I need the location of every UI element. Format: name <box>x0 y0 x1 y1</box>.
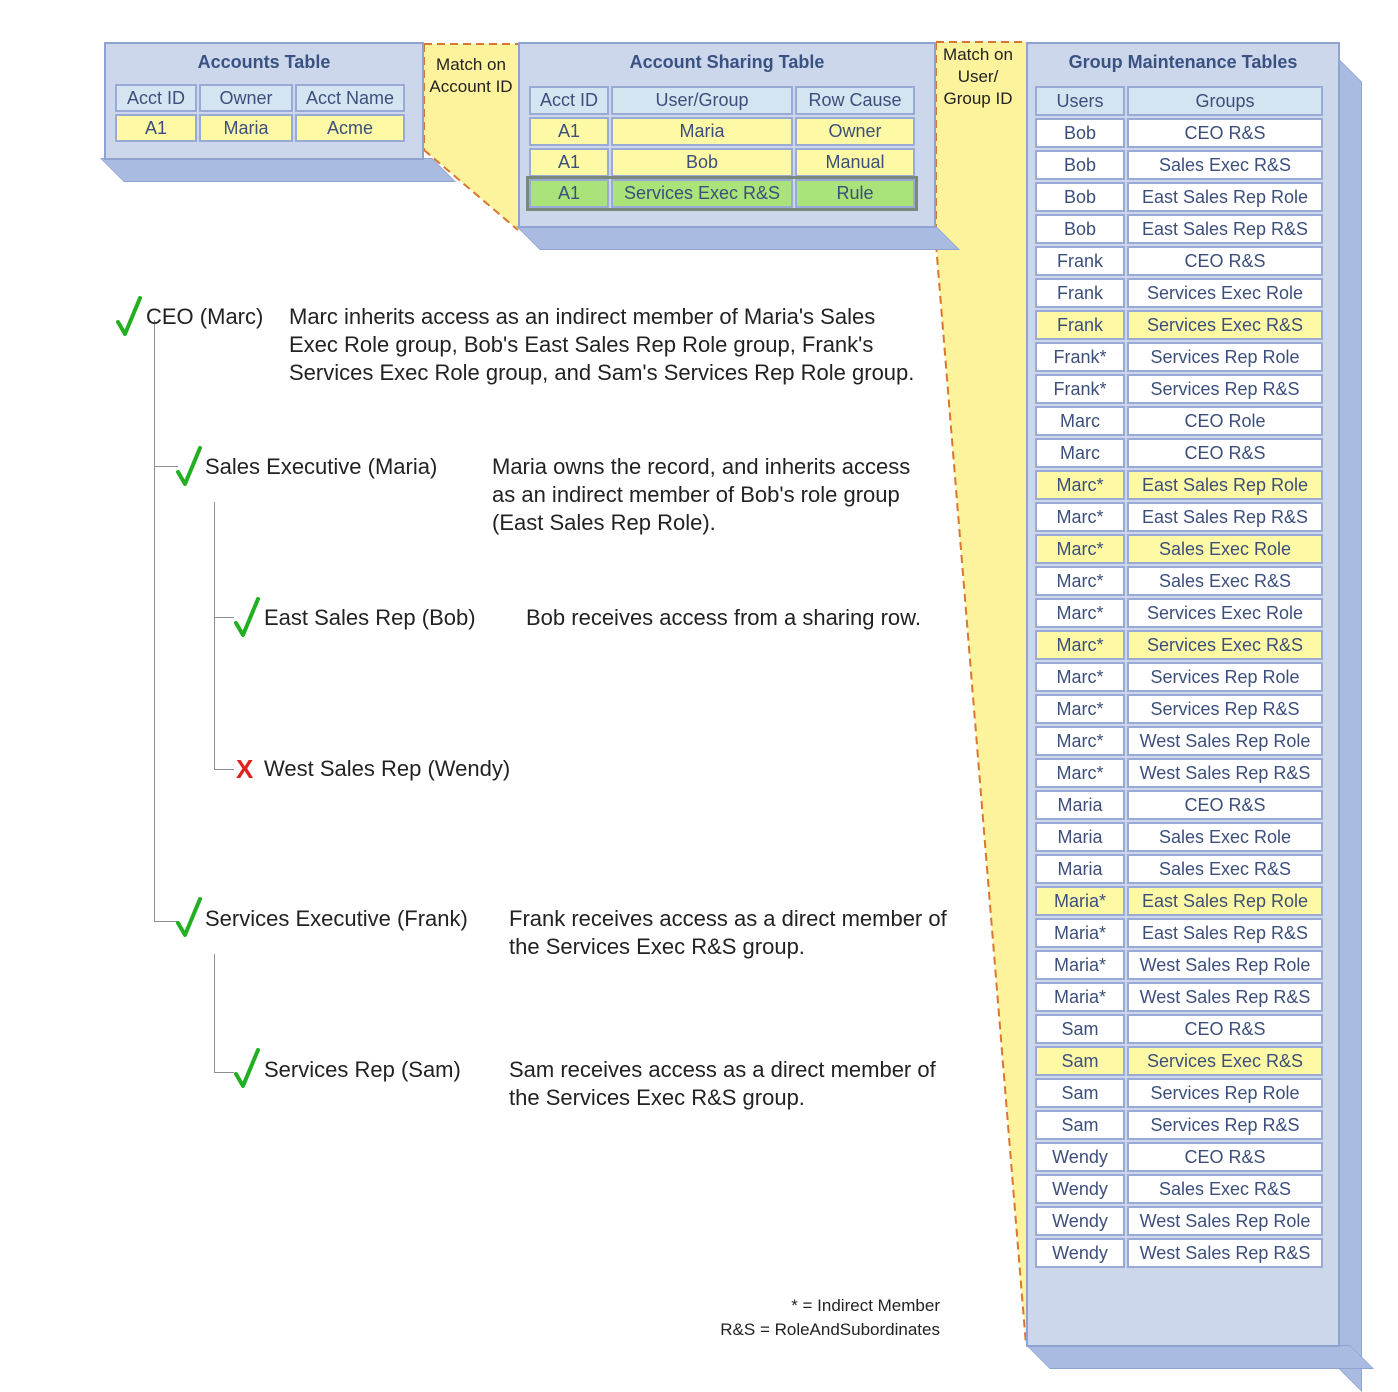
group-cell: Marc* <box>1035 726 1125 756</box>
group-row <box>1035 150 1323 180</box>
group-row <box>1035 118 1323 148</box>
sharing-row <box>529 179 915 208</box>
group-cell: Marc* <box>1035 534 1125 564</box>
group-cell: Frank* <box>1035 374 1125 404</box>
group-cell: Marc* <box>1035 630 1125 660</box>
group-cell: Frank* <box>1035 342 1125 372</box>
group-cell: CEO R&S <box>1127 790 1323 820</box>
group-match-zone <box>936 42 1026 1345</box>
group-cell: Services Rep Role <box>1127 662 1323 692</box>
tree-desc-sales-exec: Maria owns the record, and inherits access as an indirect member of Bob's role group (East Sales Rep Role). <box>492 454 911 535</box>
tree-branch-sales <box>154 466 178 467</box>
sharing-cell: Services Exec R&S <box>611 179 793 208</box>
group-row <box>1035 1174 1323 1204</box>
accounts-header-2: Acct Name <box>295 84 405 112</box>
group-row <box>1035 886 1323 916</box>
tree-desc-east-rep: Bob receives access from a sharing row. <box>526 605 921 630</box>
group-cell: Frank <box>1035 310 1125 340</box>
group-cell: Services Exec R&S <box>1127 1046 1323 1076</box>
sharing-cell: Owner <box>795 117 915 146</box>
group-row <box>1035 438 1323 468</box>
legend-rs: R&S = RoleAndSubordinates <box>720 1320 940 1339</box>
group-cell: Marc* <box>1035 598 1125 628</box>
group-row <box>1035 278 1323 308</box>
group-cell: Marc* <box>1035 758 1125 788</box>
group-cell: Services Rep R&S <box>1127 1110 1323 1140</box>
sharing-cell: Manual <box>795 148 915 177</box>
group-cell: Maria* <box>1035 918 1125 948</box>
group-cell: Maria* <box>1035 886 1125 916</box>
group-panel-side-shadow <box>1338 58 1362 1392</box>
group-row <box>1035 982 1323 1012</box>
group-row <box>1035 502 1323 532</box>
group-cell: Wendy <box>1035 1174 1125 1204</box>
group-cell: Services Exec Role <box>1127 278 1323 308</box>
group-row <box>1035 822 1323 852</box>
group-row <box>1035 310 1323 340</box>
group-cell: Maria* <box>1035 950 1125 980</box>
accounts-header-1: Owner <box>199 84 293 112</box>
check-icon <box>234 1048 260 1088</box>
sharing-header-2: Row Cause <box>795 86 915 115</box>
group-row <box>1035 214 1323 244</box>
group-table-panel <box>1026 42 1340 1347</box>
sharing-cell: A1 <box>529 117 609 146</box>
group-row <box>1035 1206 1323 1236</box>
group-cell: CEO R&S <box>1127 118 1323 148</box>
group-cell: Wendy <box>1035 1142 1125 1172</box>
check-icon <box>116 296 142 336</box>
group-cell: East Sales Rep Role <box>1127 182 1323 212</box>
sharing-cell: A1 <box>529 148 609 177</box>
group-row <box>1035 790 1323 820</box>
group-row <box>1035 950 1323 980</box>
accounts-cell: A1 <box>115 114 197 142</box>
group-row <box>1035 854 1323 884</box>
accounts-cell: Maria <box>199 114 293 142</box>
group-cell: CEO R&S <box>1127 438 1323 468</box>
group-row <box>1035 1014 1323 1044</box>
group-cell: Services Exec Role <box>1127 598 1323 628</box>
group-cell: East Sales Rep Role <box>1127 886 1323 916</box>
group-cell: Sam <box>1035 1046 1125 1076</box>
group-cell: Marc* <box>1035 470 1125 500</box>
group-row <box>1035 470 1323 500</box>
group-cell: Maria <box>1035 790 1125 820</box>
accounts-row <box>115 114 405 142</box>
group-cell: Sales Exec R&S <box>1127 566 1323 596</box>
group-row <box>1035 598 1323 628</box>
group-cell: Bob <box>1035 214 1125 244</box>
tree-branch-sam <box>214 1072 234 1073</box>
group-row <box>1035 694 1323 724</box>
tree-node-services-exec: Services Executive (Frank) <box>205 906 468 931</box>
group-cell: West Sales Rep R&S <box>1127 758 1323 788</box>
group-row <box>1035 758 1323 788</box>
check-icon <box>176 897 202 937</box>
group-cell: Marc* <box>1035 694 1125 724</box>
check-icon <box>234 597 260 637</box>
group-cell: Marc <box>1035 406 1125 436</box>
group-cell: Sales Exec Role <box>1127 822 1323 852</box>
group-header-1: Groups <box>1127 86 1323 116</box>
group-panel-shadow <box>1026 1345 1374 1369</box>
sharing-table <box>527 84 917 210</box>
accounts-table-panel <box>104 42 424 160</box>
group-cell: Maria* <box>1035 982 1125 1012</box>
tree-branch-east <box>214 617 234 618</box>
group-row <box>1035 246 1323 276</box>
group-row <box>1035 662 1323 692</box>
group-cell: West Sales Rep Role <box>1127 726 1323 756</box>
group-cell: Wendy <box>1035 1206 1125 1236</box>
sharing-table-title: Account Sharing Table <box>629 52 825 72</box>
group-cell: CEO R&S <box>1127 1014 1323 1044</box>
sharing-header-0: Acct ID <box>529 86 609 115</box>
group-cell: West Sales Rep R&S <box>1127 982 1323 1012</box>
group-cell: Services Rep Role <box>1127 342 1323 372</box>
sharing-table-panel <box>518 42 936 228</box>
group-row <box>1035 182 1323 212</box>
group-cell: Marc* <box>1035 662 1125 692</box>
sharing-row <box>529 148 915 177</box>
tree-desc-services-rep: Sam receives access as a direct member of the Services Exec R&S group. <box>509 1057 936 1110</box>
group-row <box>1035 534 1323 564</box>
match-account-label: Match on Account ID <box>429 55 513 96</box>
group-cell: West Sales Rep R&S <box>1127 1238 1323 1268</box>
group-row <box>1035 566 1323 596</box>
group-cell: Services Exec R&S <box>1127 630 1323 660</box>
group-cell: Frank <box>1035 278 1125 308</box>
tree-node-ceo: CEO (Marc) <box>146 304 264 329</box>
group-cell: Bob <box>1035 118 1125 148</box>
group-cell: CEO Role <box>1127 406 1323 436</box>
group-cell: Frank <box>1035 246 1125 276</box>
sharing-header-1: User/Group <box>611 86 793 115</box>
tree-node-sales-exec: Sales Executive (Maria) <box>205 454 438 479</box>
group-cell: East Sales Rep R&S <box>1127 502 1323 532</box>
check-icon <box>176 446 202 486</box>
accounts-panel-shadow <box>100 158 456 182</box>
sharing-cell: Bob <box>611 148 793 177</box>
accounts-header-0: Acct ID <box>115 84 197 112</box>
group-cell: Wendy <box>1035 1238 1125 1268</box>
group-row <box>1035 1238 1323 1268</box>
match-group-label: Match on User/ Group ID <box>943 45 1013 108</box>
group-table <box>1033 84 1325 1270</box>
group-cell: Sales Exec R&S <box>1127 1174 1323 1204</box>
group-cell: Marc* <box>1035 566 1125 596</box>
group-cell: East Sales Rep Role <box>1127 470 1323 500</box>
group-cell: West Sales Rep Role <box>1127 1206 1323 1236</box>
group-cell: Services Rep R&S <box>1127 694 1323 724</box>
group-cell: Sam <box>1035 1078 1125 1108</box>
group-cell: Bob <box>1035 182 1125 212</box>
group-cell: East Sales Rep R&S <box>1127 918 1323 948</box>
group-row <box>1035 1046 1323 1076</box>
group-cell: Maria <box>1035 854 1125 884</box>
legend-indirect: * = Indirect Member <box>791 1296 940 1315</box>
group-header-0: Users <box>1035 86 1125 116</box>
tree-branch-west <box>214 769 234 770</box>
sharing-cell: Maria <box>611 117 793 146</box>
group-cell: Services Exec R&S <box>1127 310 1323 340</box>
group-cell: CEO R&S <box>1127 246 1323 276</box>
group-cell: Sam <box>1035 1110 1125 1140</box>
tree-line-ceo <box>154 320 155 922</box>
group-cell: Maria <box>1035 822 1125 852</box>
tree-line-services <box>214 954 215 1073</box>
sharing-cell: A1 <box>529 179 609 208</box>
group-cell: East Sales Rep R&S <box>1127 214 1323 244</box>
group-cell: Sales Exec R&S <box>1127 854 1323 884</box>
tree-branch-services <box>154 921 178 922</box>
accounts-table <box>113 82 407 144</box>
legend <box>640 1294 940 1342</box>
tree-node-services-rep: Services Rep (Sam) <box>264 1057 461 1082</box>
sharing-cell: Rule <box>795 179 915 208</box>
sharing-panel-shadow <box>516 226 960 250</box>
group-cell: West Sales Rep Role <box>1127 950 1323 980</box>
group-table-title: Group Maintenance Tables <box>1068 52 1298 72</box>
group-cell: Sales Exec R&S <box>1127 150 1323 180</box>
sharing-row <box>529 117 915 146</box>
accounts-cell: Acme <box>295 114 405 142</box>
group-cell: CEO R&S <box>1127 1142 1323 1172</box>
tree-desc-services-exec: Frank receives access as a direct member of the Services Exec R&S group. <box>509 906 947 959</box>
group-row <box>1035 342 1323 372</box>
group-row <box>1035 374 1323 404</box>
group-row <box>1035 1110 1323 1140</box>
tree-node-east-rep: East Sales Rep (Bob) <box>264 605 476 630</box>
group-row <box>1035 1142 1323 1172</box>
group-cell: Marc <box>1035 438 1125 468</box>
group-row <box>1035 630 1323 660</box>
group-cell: Sam <box>1035 1014 1125 1044</box>
tree-line-sales <box>214 502 215 770</box>
group-cell: Services Rep Role <box>1127 1078 1323 1108</box>
accounts-table-title: Accounts Table <box>197 52 331 72</box>
group-cell: Bob <box>1035 150 1125 180</box>
x-icon: X <box>236 754 254 784</box>
group-row <box>1035 1078 1323 1108</box>
group-row <box>1035 406 1323 436</box>
group-cell: Services Rep R&S <box>1127 374 1323 404</box>
group-row <box>1035 918 1323 948</box>
tree-desc-ceo: Marc inherits access as an indirect member of Maria's Sales Exec Role group, Bob's East Sales Rep Role group, Frank's Services Exec Role group, and Sam's Services Rep Role group. <box>289 304 915 385</box>
tree-node-west-rep: West Sales Rep (Wendy) <box>264 756 511 781</box>
group-cell: Sales Exec Role <box>1127 534 1323 564</box>
group-row <box>1035 726 1323 756</box>
group-cell: Marc* <box>1035 502 1125 532</box>
